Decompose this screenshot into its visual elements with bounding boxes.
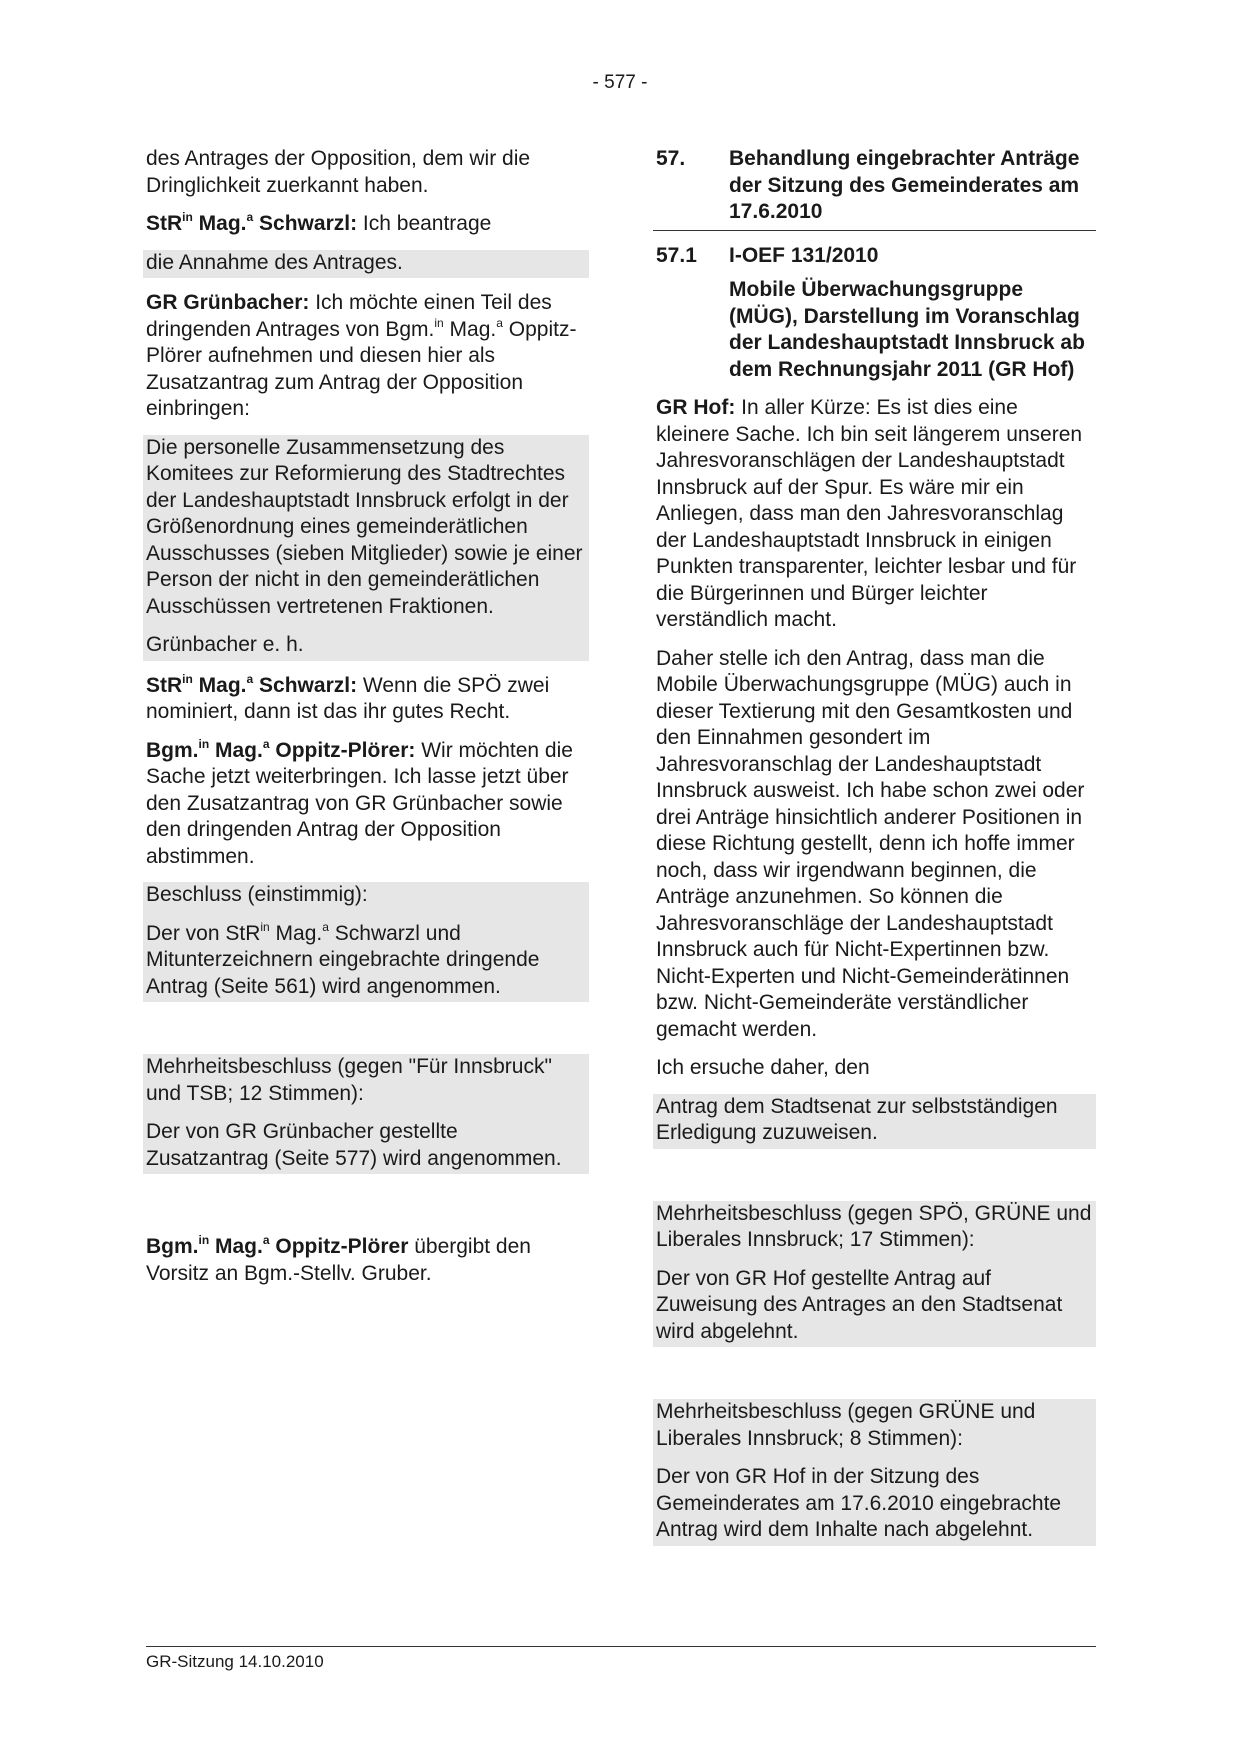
resolution-box — [143, 1054, 589, 1174]
section-heading — [653, 146, 1096, 231]
resolution-box — [653, 1201, 1096, 1348]
motion-box — [143, 435, 589, 661]
speaker-name: StR$^{in}$ Mag.$^a$ Schwarzl: — [146, 671, 358, 697]
motion-box — [143, 250, 589, 279]
speech-paragraph: StR$^{in}$ Mag.$^a$ Schwarzl: Ich beantrage — [146, 210, 492, 235]
resolution-label: Beschluss (einstimmig): — [146, 883, 368, 906]
speech-paragraph: GR Grünbacher: Ich möchte einen Teil des dringenden Antrages von Bgm.$^{in}$ Mag.$^a$ Oppitz-Plörer aufnehmen und diesen hier als Zusatzantrag zum Antrag der Opposition einbringen: — [146, 291, 577, 420]
speech-paragraph: Bgm.$^{in}$ Mag.$^a$ Oppitz-Plörer übergibt den Vorsitz an Bgm.-Stellv. Gruber. — [146, 1233, 531, 1285]
subsection-title: Mobile Überwachungsgruppe (MÜG), Darstellung im Voranschlag der Landeshauptstadt Innsbruck ab dem Rechnungsjahr 2011 (GR Hof) — [729, 278, 1085, 381]
speech-paragraph: GR Hof: In aller Kürze: Es ist dies eine kleinere Sache. Ich bin seit längerem unseren Jahresvoranschlägen der Landeshauptstadt Innsbruck auf der Spur. Es wäre mir ein Anliegen, dass man den Jahresvoranschlag der Landeshauptstadt Innsbruck in einigen Punkten transparenter, leichter lesbar und für die Bürgerinnen und Bürger leichter verständlich macht. — [656, 396, 1083, 631]
subsection-number: 57.1 — [656, 243, 697, 267]
paragraph: Daher stelle ich den Antrag, dass man die Mobile Überwachungsgruppe (MÜG) auch in dieser Textierung mit den Gesamtkosten und den Einnahmen gesondert im Jahresvoranschlag der Landeshauptstadt Innsbruck ausweist. Ich habe schon zwei oder drei Anträge hinsichtlich anderer Positionen in diese Richtung gestellt, denn ich hoffe immer noch, dass wir irgendwann beginnen, die Anträge anzunehmen. So können die Jahresvoranschläge der Landeshauptstadt Innsbruck auch für Nicht-Expertinnen bzw. Nicht-Experten und Nicht-Gemeinderätinnen bzw. Nicht-Gemeinderäte verständlicher gemacht werden. — [656, 646, 1085, 1041]
page-number: - 577 - — [592, 72, 648, 93]
motion-signature: Grünbacher e. h. — [146, 633, 304, 656]
speaker-name: Bgm.$^{in}$ Mag.$^a$ Oppitz-Plörer — [146, 1233, 409, 1258]
resolution-text: Der von GR Hof in der Sitzung des Gemeinderates am 17.6.2010 eingebrachte Antrag wird dem Inhalte nach abgelehnt. — [656, 1465, 1062, 1541]
motion-text: Antrag dem Stadtsenat zur selbstständigen Erledigung zuzuweisen. — [656, 1094, 1058, 1144]
section-number: 57. — [656, 147, 686, 170]
motion-text: Die personelle Zusammensetzung des Komitees zur Reformierung des Stadtrechtes der Landeshauptstadt Innsbruck erfolgt in der Größenordnung eines gemeinderätlichen Ausschusses (sieben Mitglieder) sowie je einer Person der nicht in den gemeinderätlichen Ausschüssen vertretenen Fraktionen. — [146, 435, 583, 618]
resolution-label: Mehrheitsbeschluss (gegen GRÜNE und Liberales Innsbruck; 8 Stimmen): — [656, 1400, 1036, 1450]
footer: GR-Sitzung 14.10.2010 — [146, 1652, 324, 1671]
right-column — [656, 146, 1096, 1558]
resolution-box — [653, 1399, 1096, 1546]
resolution-text: Der von GR Grünbacher gestellte Zusatzantrag (Seite 577) wird angenommen. — [146, 1120, 562, 1170]
footer-divider — [146, 1646, 1096, 1647]
speech-paragraph: Bgm.$^{in}$ Mag.$^a$ Oppitz-Plörer: Wir möchten die Sache jetzt weiterbringen. Ich lasse jetzt über den Zusatzantrag von GR Grünbacher sowie den dringenden Antrag der Opposition abstimmen. — [146, 736, 573, 868]
paragraph: Ich ersuche daher, den — [656, 1056, 870, 1079]
resolution-text: Der von GR Hof gestellte Antrag auf Zuweisung des Antrages an den Stadtsenat wird abgelehnt. — [656, 1266, 1063, 1343]
resolution-box — [143, 882, 589, 1002]
paragraph: des Antrages der Opposition, dem wir die Dringlichkeit zuerkannt haben. — [146, 147, 531, 197]
motion-box — [653, 1094, 1096, 1149]
resolution-text: Der von StR$^{in}$ Mag.$^a$ Schwarzl und Mitunterzeichnern eingebrachte dringende Antrag (Seite 561) wird angenommen. — [146, 919, 540, 998]
speech-paragraph: StR$^{in}$ Mag.$^a$ Schwarzl: Wenn die SPÖ zwei nominiert, dann ist das ihr gutes Recht. — [146, 671, 550, 723]
subsection-ref: I-OEF 131/2010 — [729, 243, 879, 267]
resolution-label: Mehrheitsbeschluss (gegen SPÖ, GRÜNE und Liberales Innsbruck; 17 Stimmen): — [656, 1201, 1092, 1251]
subsection-heading — [656, 243, 1096, 270]
left-column — [146, 146, 589, 1299]
section-title: Behandlung eingebrachter Anträge der Sitzung des Gemeinderates am 17.6.2010 — [729, 147, 1080, 223]
motion-text: die Annahme des Antrages. — [146, 250, 403, 274]
resolution-label: Mehrheitsbeschluss (gegen "Für Innsbruck" und TSB; 12 Stimmen): — [146, 1055, 552, 1105]
speaker-name: StR$^{in}$ Mag.$^a$ Schwarzl: — [146, 210, 358, 235]
speaker-name: Bgm.$^{in}$ Mag.$^a$ Oppitz-Plörer: — [146, 736, 416, 762]
speaker-name: GR Grünbacher: — [146, 291, 310, 314]
speaker-name: GR Hof: — [656, 396, 736, 419]
